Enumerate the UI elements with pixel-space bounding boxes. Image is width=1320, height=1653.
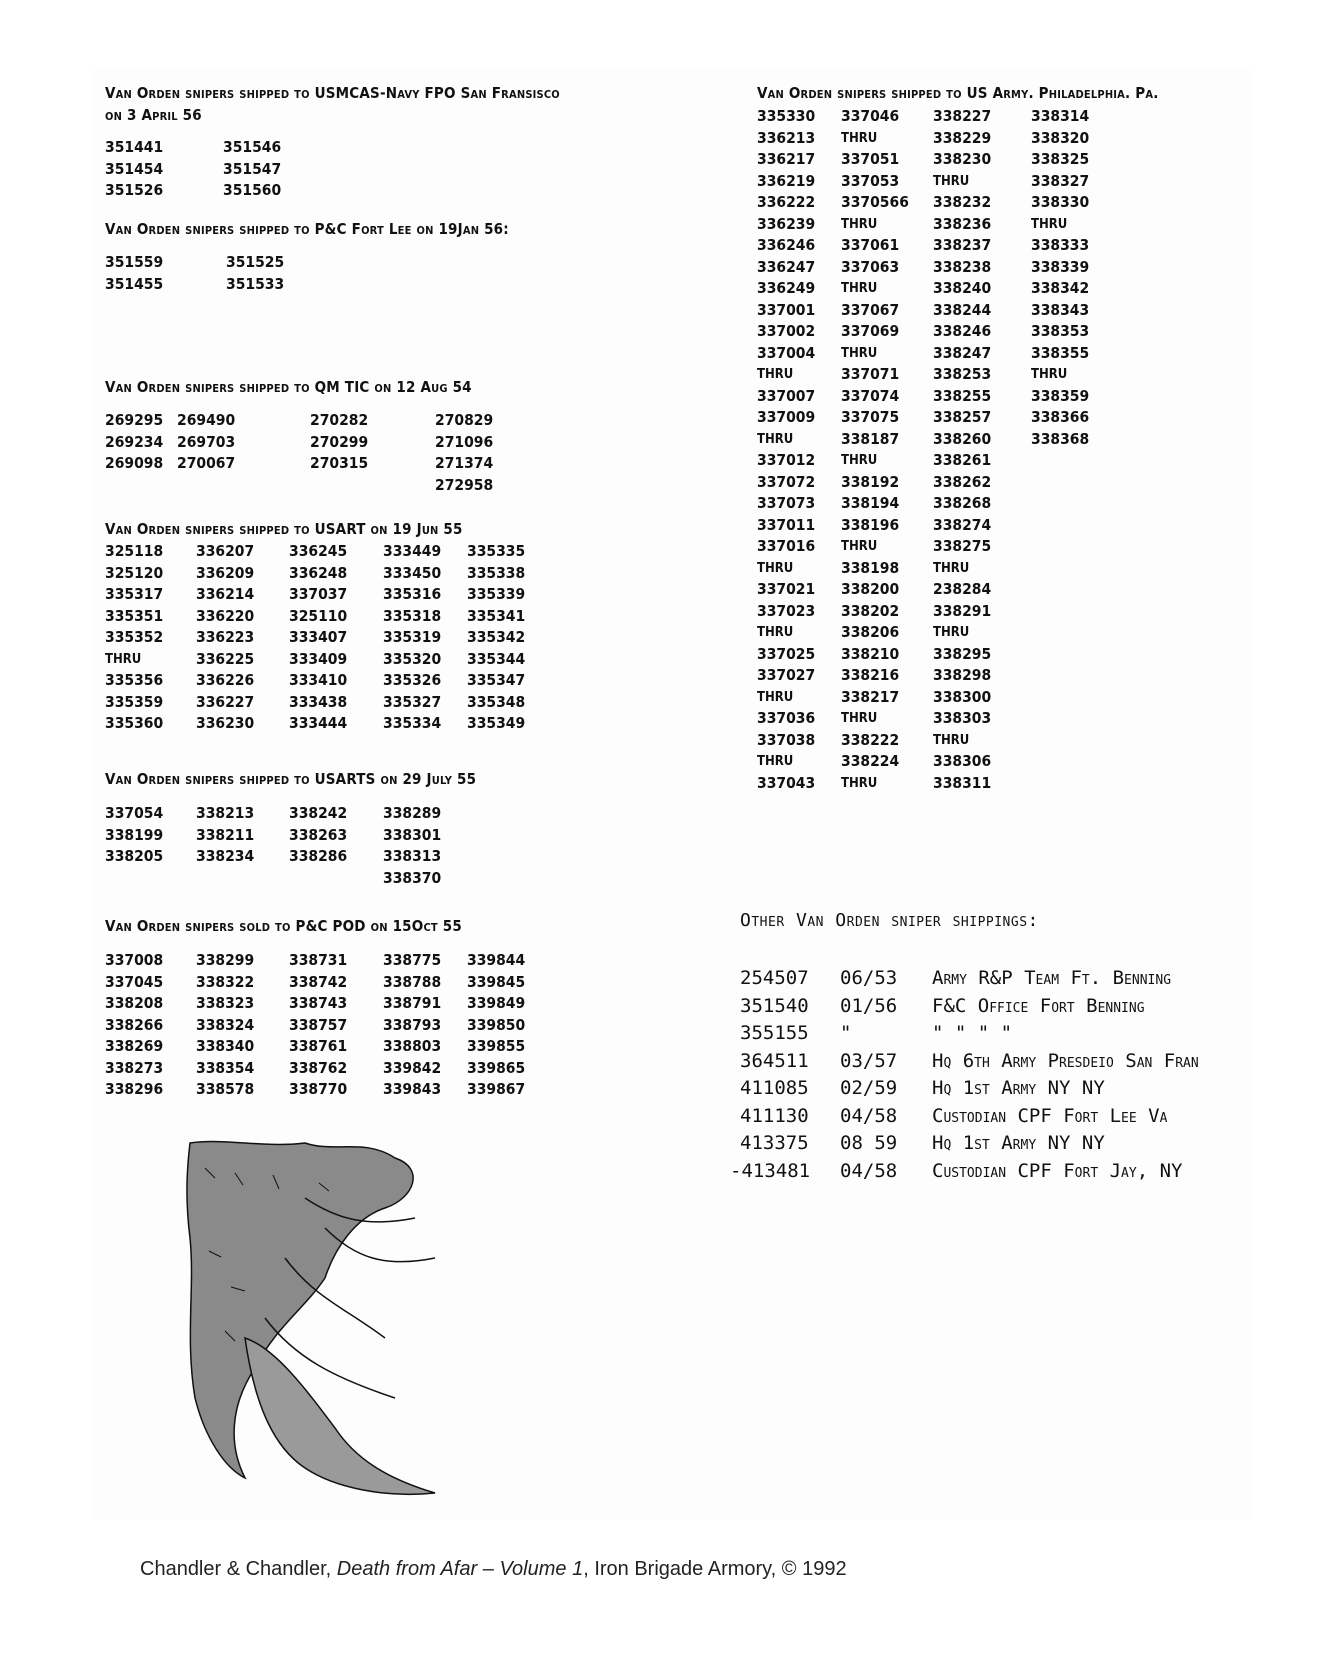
- destination: Army R&P Team Ft. Benning: [932, 967, 1172, 989]
- serial-column: [289, 541, 347, 735]
- serial-number: 338205: [105, 847, 164, 865]
- serial-number: 270299: [310, 432, 369, 451]
- figure-shape: [245, 1338, 435, 1494]
- serial-number: 336226: [196, 671, 255, 689]
- serial-number: 338355: [1031, 343, 1090, 362]
- serial-number: 338266: [105, 1015, 164, 1034]
- thru-marker: THRU: [757, 560, 794, 576]
- thru-marker: THRU: [1031, 216, 1068, 232]
- serial-number: 338322: [196, 972, 255, 991]
- thru-marker: THRU: [105, 651, 142, 667]
- serial-number: 338761: [289, 1037, 348, 1055]
- serial-number: 337037: [289, 585, 348, 603]
- serial-number: 338300: [933, 687, 992, 706]
- serial-number: 337001: [757, 300, 816, 319]
- serial-column: [196, 541, 254, 735]
- serial-number: 337008: [105, 951, 164, 969]
- serial-number: 337061: [841, 236, 900, 254]
- serial-number: 338324: [196, 1015, 255, 1034]
- serial-number: 336217: [757, 150, 816, 168]
- serial-number: 333409: [289, 649, 348, 668]
- serial-number: 339842: [383, 1058, 442, 1077]
- serial-number: 337072: [757, 472, 816, 491]
- serial-number: 254507: [740, 967, 809, 989]
- serial-column: [841, 106, 909, 794]
- serial-number: 338237: [933, 236, 992, 254]
- serial-number: 337071: [841, 365, 900, 383]
- serial-column: [310, 410, 368, 475]
- ship-date: 06/53: [840, 967, 898, 989]
- serial-number: -413481: [730, 1159, 811, 1182]
- serial-number: 338274: [933, 515, 992, 534]
- thru-marker: THRU: [841, 711, 878, 726]
- thru-marker: THRU: [841, 453, 878, 468]
- serial-number: 351441: [105, 138, 164, 156]
- serial-number: 336227: [196, 692, 255, 711]
- serial-number: 337053: [841, 171, 900, 190]
- serial-number: 338192: [841, 472, 900, 491]
- serial-number: 338306: [933, 752, 992, 770]
- thru-marker: THRU: [841, 539, 878, 554]
- serial-number: 337011: [757, 515, 816, 534]
- serial-number: 351533: [226, 274, 285, 293]
- serial-number: 338325: [1031, 150, 1090, 168]
- serial-number: 338775: [383, 951, 442, 969]
- serial-number: 338342: [1031, 279, 1090, 297]
- serial-number: 413375: [740, 1132, 809, 1154]
- serial-number: 338247: [933, 343, 992, 362]
- serial-column: [383, 950, 441, 1101]
- serial-number: 325118: [105, 542, 164, 560]
- section-subtitle-usmcas: on 3 April 56: [105, 106, 202, 124]
- destination: " " " ": [932, 1022, 1013, 1044]
- serial-number: 338216: [841, 666, 900, 684]
- serial-column: [289, 950, 347, 1101]
- serial-number: 336248: [289, 563, 348, 582]
- serial-number: 325110: [289, 606, 348, 625]
- serial-column: [467, 541, 525, 735]
- serial-number: 339865: [467, 1058, 526, 1077]
- serial-number: 411085: [740, 1077, 809, 1099]
- destination: Hq 1st Army NY NY: [932, 1132, 1105, 1154]
- serial-number: 338791: [383, 994, 442, 1012]
- serial-column: [105, 410, 163, 475]
- serial-number: 335342: [467, 628, 526, 646]
- serial-number: 335356: [105, 671, 164, 689]
- serial-number: 335327: [383, 692, 442, 711]
- serial-number: 337007: [757, 386, 816, 405]
- serial-number: 338340: [196, 1037, 255, 1055]
- serial-number: 338793: [383, 1015, 442, 1034]
- serial-number: 338311: [933, 773, 992, 792]
- serial-number: 338261: [933, 451, 992, 469]
- serial-number: 336219: [757, 171, 816, 190]
- serial-column: [289, 803, 347, 868]
- serial-number: 270067: [177, 454, 236, 472]
- serial-number: 336246: [757, 236, 816, 254]
- serial-column: [105, 252, 163, 295]
- serial-number: 270315: [310, 454, 369, 472]
- serial-column: [757, 106, 815, 794]
- serial-number: 338343: [1031, 300, 1090, 319]
- serial-number: 335338: [467, 563, 526, 582]
- serial-number: 338296: [105, 1080, 164, 1098]
- serial-number: 351546: [223, 138, 282, 156]
- serial-number: 339855: [467, 1037, 526, 1055]
- serial-number: 338353: [1031, 322, 1090, 340]
- serial-number: 333449: [383, 542, 442, 560]
- serial-number: 335360: [105, 714, 164, 732]
- serial-number: 339845: [467, 972, 526, 991]
- serial-number: 335319: [383, 628, 442, 646]
- serial-number: 338202: [841, 601, 900, 620]
- serial-number: 337009: [757, 408, 816, 426]
- serial-number: 338289: [383, 804, 442, 822]
- serial-number: 338298: [933, 666, 992, 684]
- serial-number: 335351: [105, 606, 164, 625]
- serial-number: 338301: [383, 825, 442, 844]
- serial-number: 338313: [383, 847, 442, 865]
- serial-number: 338359: [1031, 386, 1090, 405]
- serial-number: 335339: [467, 585, 526, 603]
- serial-number: 338242: [289, 804, 348, 822]
- serial-number: 338255: [933, 386, 992, 405]
- thru-marker: THRU: [757, 625, 794, 640]
- serial-column: [933, 106, 991, 794]
- serial-number: 336247: [757, 257, 816, 276]
- serial-column: [383, 803, 441, 889]
- serial-number: 339843: [383, 1080, 442, 1098]
- serial-number: 337067: [841, 300, 900, 319]
- serial-number: 338269: [105, 1037, 164, 1055]
- serial-number: 351526: [105, 181, 164, 199]
- serial-number: 338194: [841, 494, 900, 512]
- serial-number: 337054: [105, 804, 164, 822]
- serial-number: 338199: [105, 825, 164, 844]
- serial-number: 338762: [289, 1058, 348, 1077]
- serial-number: 338222: [841, 730, 900, 749]
- destination: Custodian CPF Fort Jay, NY: [932, 1159, 1183, 1182]
- section-title-philadelphia: Van Orden snipers shipped to US Army. Philadelphia. Pa.: [757, 84, 1159, 102]
- serial-number: 337069: [841, 322, 900, 340]
- serial-number: 351454: [105, 159, 164, 178]
- section-title-usart: Van Orden snipers shipped to USART on 19 Jun 55: [105, 520, 463, 538]
- serial-number: 325120: [105, 563, 164, 582]
- serial-number: 337016: [757, 537, 816, 555]
- serial-number: 336245: [289, 542, 348, 560]
- serial-number: 338224: [841, 752, 900, 770]
- serial-number: 338742: [289, 972, 348, 991]
- ship-date: 02/59: [840, 1077, 898, 1099]
- serial-number: 338803: [383, 1037, 442, 1055]
- thru-marker: THRU: [841, 281, 878, 296]
- serial-number: 338236: [933, 214, 992, 233]
- serial-number: 351560: [223, 181, 282, 199]
- serial-number: 338213: [196, 804, 255, 822]
- ship-date: 08 59: [840, 1132, 898, 1154]
- serial-number: 335352: [105, 628, 164, 646]
- citation-caption: [140, 1558, 847, 1581]
- serial-column: [196, 950, 254, 1101]
- serial-number: 339850: [467, 1015, 526, 1034]
- serial-number: 269098: [105, 454, 164, 472]
- serial-number: 335347: [467, 671, 526, 689]
- serial-number: 338770: [289, 1080, 348, 1098]
- serial-number: 338263: [289, 825, 348, 844]
- serial-column: [196, 803, 254, 868]
- serial-number: 337002: [757, 322, 816, 340]
- serial-number: 336230: [196, 714, 255, 732]
- serial-column: [105, 950, 163, 1101]
- serial-number: 269234: [105, 432, 164, 451]
- serial-number: 337012: [757, 451, 816, 469]
- destination: Hq 1st Army NY NY: [932, 1077, 1105, 1099]
- serial-number: 335317: [105, 585, 164, 603]
- serial-number: 337046: [841, 107, 900, 125]
- serial-number: 338368: [1031, 429, 1090, 448]
- sniper-sketch-illustration: [185, 1138, 475, 1503]
- serial-column: [1031, 106, 1089, 450]
- serial-number: 336207: [196, 542, 255, 560]
- serial-number: 339849: [467, 994, 526, 1012]
- serial-number: 351559: [105, 253, 164, 271]
- destination: Hq 6th Army Presdeio San Fran: [932, 1049, 1199, 1072]
- serial-number: 338314: [1031, 107, 1090, 125]
- serial-number: 338260: [933, 429, 992, 448]
- serial-column: [105, 137, 163, 202]
- serial-number: 271096: [435, 432, 494, 451]
- serial-number: 351525: [226, 253, 285, 271]
- serial-number: 338354: [196, 1058, 255, 1077]
- serial-column: [105, 541, 163, 735]
- serial-number: 338286: [289, 847, 348, 865]
- serial-number: 338303: [933, 709, 992, 727]
- serial-number: 338187: [841, 429, 900, 448]
- serial-number: 338206: [841, 623, 900, 641]
- serial-number: 338320: [1031, 128, 1090, 147]
- serial-number: 337045: [105, 972, 164, 991]
- serial-number: 3370566: [841, 193, 909, 211]
- serial-number: 337004: [757, 343, 816, 362]
- thru-marker: THRU: [841, 130, 878, 146]
- serial-number: 338232: [933, 193, 992, 211]
- serial-number: 337073: [757, 494, 816, 512]
- thru-marker: THRU: [933, 173, 970, 189]
- thru-marker: THRU: [1031, 367, 1068, 382]
- serial-number: 337043: [757, 773, 816, 792]
- section-title-usmcas: Van Orden snipers shipped to USMCAS-Navy FPO San Fransisco: [105, 84, 560, 102]
- serial-number: 338268: [933, 494, 992, 512]
- serial-number: 336225: [196, 649, 255, 668]
- serial-number: 338238: [933, 257, 992, 276]
- section-title-usarts: Van Orden snipers shipped to USARTS on 29 July 55: [105, 770, 477, 788]
- ship-date: 01/56: [840, 994, 898, 1017]
- serial-column: [383, 541, 441, 735]
- ship-date: 04/58: [840, 1159, 898, 1182]
- serial-number: 338299: [196, 951, 255, 969]
- thru-marker: THRU: [841, 216, 878, 232]
- serial-number: 335344: [467, 649, 526, 668]
- serial-column: [435, 410, 493, 496]
- section-title-qmtic: Van Orden snipers shipped to QM TIC on 12 Aug 54: [105, 378, 472, 396]
- caption-book-title: Death from Afar – Volume 1: [336, 1558, 584, 1580]
- serial-number: 333407: [289, 628, 348, 646]
- serial-number: 335348: [467, 692, 526, 711]
- serial-number: 336223: [196, 628, 255, 646]
- serial-number: 336213: [757, 128, 816, 147]
- thru-marker: THRU: [933, 732, 970, 748]
- destination: F&C Office Fort Benning: [932, 994, 1145, 1017]
- serial-number: 338327: [1031, 171, 1090, 190]
- serial-number: 338227: [933, 107, 992, 125]
- ship-date: 03/57: [840, 1049, 898, 1072]
- serial-number: 271374: [435, 454, 494, 472]
- serial-column: [105, 803, 163, 868]
- ship-date: 04/58: [840, 1104, 898, 1127]
- serial-number: 338743: [289, 994, 348, 1012]
- serial-number: 335326: [383, 671, 442, 689]
- serial-number: 338234: [196, 847, 255, 865]
- serial-number: 335316: [383, 585, 442, 603]
- serial-column: [467, 950, 525, 1101]
- serial-number: 338757: [289, 1015, 348, 1034]
- serial-number: 335330: [757, 107, 816, 125]
- serial-number: 337021: [757, 580, 816, 598]
- thru-marker: THRU: [757, 431, 794, 447]
- serial-number: 338196: [841, 515, 900, 534]
- thru-marker: THRU: [841, 775, 878, 791]
- serial-number: 337074: [841, 386, 900, 405]
- destination: Custodian CPF Fort Lee Va: [932, 1104, 1168, 1127]
- serial-number: 333410: [289, 671, 348, 689]
- serial-number: 338257: [933, 408, 992, 426]
- thru-marker: THRU: [757, 367, 794, 382]
- serial-number: 338229: [933, 128, 992, 147]
- serial-number: 338275: [933, 537, 992, 555]
- serial-number: 338200: [841, 580, 900, 598]
- serial-number: 272958: [435, 475, 494, 494]
- section-title-fortlee: Van Orden snipers shipped to P&C Fort Lee on 19Jan 56:: [105, 220, 509, 238]
- serial-number: 411130: [740, 1104, 809, 1127]
- serial-number: 333450: [383, 563, 442, 582]
- serial-number: 336222: [757, 193, 816, 211]
- caption-publisher: , Iron Brigade Armory, © 1992: [583, 1558, 847, 1580]
- serial-number: 336214: [196, 585, 255, 603]
- serial-number: 338210: [841, 644, 900, 663]
- serial-number: 338217: [841, 687, 900, 706]
- serial-number: 338211: [196, 825, 255, 844]
- caption-authors: Chandler & Chandler,: [140, 1558, 337, 1580]
- serial-number: 335341: [467, 606, 526, 625]
- serial-number: 335359: [105, 692, 164, 711]
- serial-number: 338244: [933, 300, 992, 319]
- serial-number: 338291: [933, 601, 992, 620]
- serial-number: 337027: [757, 666, 816, 684]
- serial-number: 351540: [740, 994, 809, 1017]
- serial-number: 333444: [289, 714, 348, 732]
- serial-number: 337025: [757, 644, 816, 663]
- serial-number: 338208: [105, 994, 164, 1012]
- thru-marker: THRU: [841, 345, 878, 361]
- thru-marker: THRU: [933, 625, 970, 640]
- serial-number: 335349: [467, 714, 526, 732]
- serial-number: 337051: [841, 150, 900, 168]
- serial-number: 338246: [933, 322, 992, 340]
- serial-number: 338253: [933, 365, 992, 383]
- serial-number: 339867: [467, 1080, 526, 1098]
- serial-number: 270829: [435, 411, 494, 429]
- serial-number: 336220: [196, 606, 255, 625]
- serial-number: 338323: [196, 994, 255, 1012]
- serial-number: 337075: [841, 408, 900, 426]
- serial-number: 338370: [383, 868, 442, 887]
- serial-number: 336249: [757, 279, 816, 297]
- section-title-other: Other Van Orden sniper shippings:: [740, 910, 1039, 931]
- serial-number: 351455: [105, 274, 164, 293]
- serial-number: 338273: [105, 1058, 164, 1077]
- serial-column: [226, 252, 284, 295]
- serial-number: 338262: [933, 472, 992, 491]
- section-title-pcpod: Van Orden snipers sold to P&C POD on 15Oct 55: [105, 917, 462, 935]
- serial-number: 335320: [383, 649, 442, 668]
- serial-number: 364511: [740, 1049, 809, 1072]
- serial-number: 338230: [933, 150, 992, 168]
- serial-number: 351547: [223, 159, 282, 178]
- serial-number: 269703: [177, 432, 236, 451]
- thru-marker: THRU: [757, 689, 794, 705]
- serial-number: 335335: [467, 542, 526, 560]
- serial-number: 338731: [289, 951, 348, 969]
- serial-number: 337023: [757, 601, 816, 620]
- serial-column: [177, 410, 235, 475]
- serial-number: 338240: [933, 279, 992, 297]
- serial-number: 338578: [196, 1080, 255, 1098]
- serial-number: 338198: [841, 558, 900, 577]
- serial-number: 338339: [1031, 257, 1090, 276]
- serial-number: 337063: [841, 257, 900, 276]
- serial-number: 337036: [757, 709, 816, 727]
- thru-marker: THRU: [933, 560, 970, 576]
- serial-number: 238284: [933, 580, 992, 598]
- serial-number: 355155: [740, 1022, 809, 1044]
- serial-number: 338366: [1031, 408, 1090, 426]
- serial-number: 339844: [467, 951, 526, 969]
- thru-marker: THRU: [757, 754, 794, 769]
- serial-number: 335318: [383, 606, 442, 625]
- ship-date: ": [840, 1022, 852, 1044]
- serial-number: 270282: [310, 411, 369, 429]
- serial-number: 336239: [757, 214, 816, 233]
- serial-number: 269490: [177, 411, 236, 429]
- serial-number: 338330: [1031, 193, 1090, 211]
- serial-number: 338333: [1031, 236, 1090, 254]
- serial-number: 336209: [196, 563, 255, 582]
- serial-number: 338295: [933, 644, 992, 663]
- serial-number: 335334: [383, 714, 442, 732]
- serial-number: 338788: [383, 972, 442, 991]
- serial-column: [223, 137, 281, 202]
- serial-number: 337038: [757, 730, 816, 749]
- serial-number: 269295: [105, 411, 164, 429]
- serial-number: 333438: [289, 692, 348, 711]
